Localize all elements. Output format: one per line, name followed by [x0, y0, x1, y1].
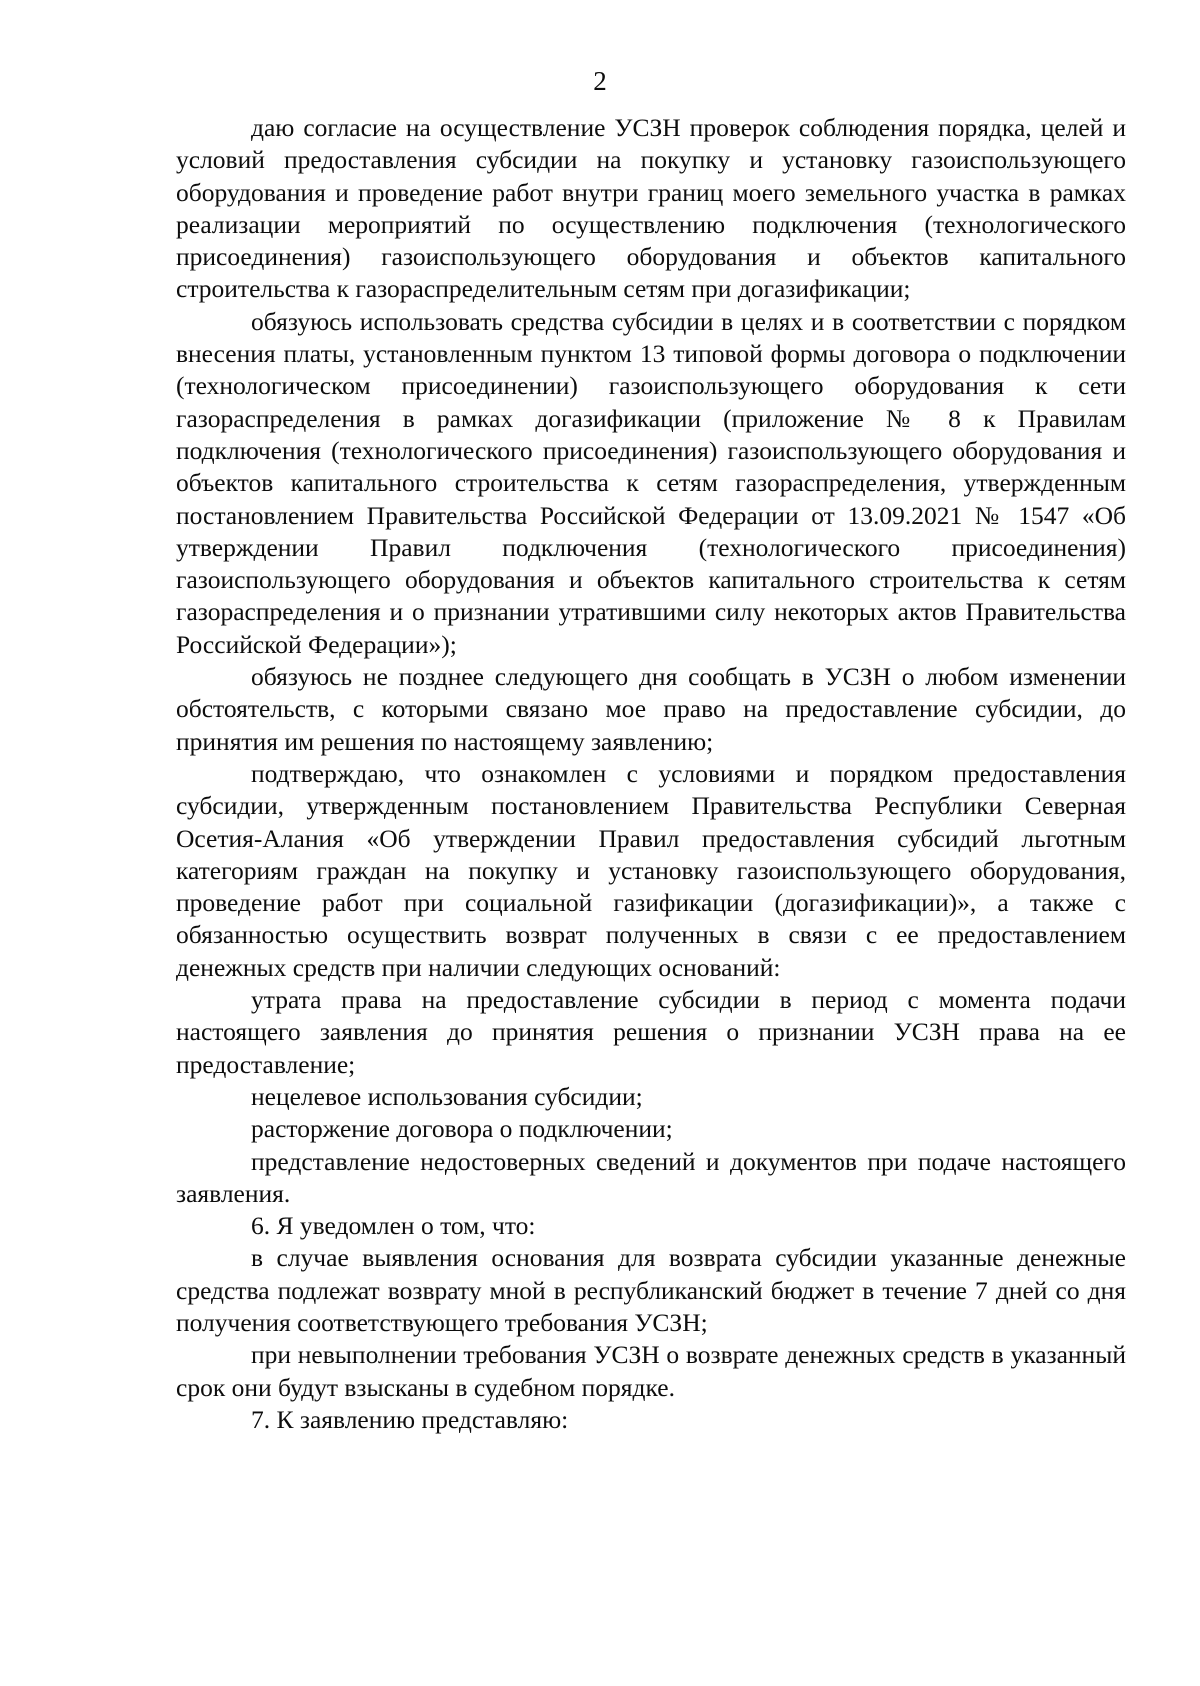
section-7-heading: 7. К заявлению представляю:: [251, 1404, 569, 1434]
paragraph-refund-obligation: в случае выявления основания для возврата субсидии указанные денежные средства подлежат возврату мной в республиканский бюджет в течение 7 дней со дня получения соответствующего требования УСЗН;: [176, 1243, 1126, 1337]
document-body: [176, 112, 1126, 1436]
paragraph-ground-false-info: представление недостоверных сведений и документов при подаче настоящего заявления.: [176, 1146, 1126, 1208]
paragraph-ground-loss-of-right: утрата права на предоставление субсидии в период с момента подачи настоящего заявления до принятия решения о признании УСЗН права на ее предоставление;: [176, 985, 1126, 1079]
paragraph-use-of-funds: обязуюсь использовать средства субсидии в целях и в соответствии с порядком внесения платы, установленным пунктом 13 типовой формы договора о подключении (технологическом присоединении) газоиспользующего оборудования к сети газораспределения в рамках догазификации (приложение № 8 к Правилам подключения (технологического присоединения) газоиспользующего оборудования и объектов капитального строительства к сетям газораспределения, утвержденным постановлением Правительства Российской Федерации от 13.09.2021 № 1547 «Об утверждении Правил подключения (технологического присоединения) газоиспользующего оборудования и объектов капитального строительства к сетям газораспределения и о признании утратившими силу некоторых актов Правительства Российской Федерации»);: [176, 306, 1126, 659]
paragraph-ground-misuse: нецелевое использования субсидии;: [251, 1081, 643, 1111]
paragraph-acknowledgement: подтверждаю, что ознакомлен с условиями и порядком предоставления субсидии, утвержденным постановлением Правительства Республики Северная Осетия-Алания «Об утверждении Правил предоставления субсидий льготным категориям граждан на покупку и установку газоиспользующего оборудования, проведение работ при социальной газификации (догазификации)», а также с обязанностью осуществить возврат полученных в связи с ее предоставлением денежных средств при наличии следующих оснований:: [176, 758, 1126, 982]
paragraph-consent-inspections: даю согласие на осуществление УСЗН проверок соблюдения порядка, целей и условий предоставления субсидии на покупку и установку газоиспользующего оборудования и проведение работ внутри границ моего земельного участка в рамках реализации мероприятий по осуществлению подключения (технологического присоединения) газоиспользующего оборудования и объектов капитального строительства к газораспределительным сетям при догазификации;: [176, 113, 1126, 304]
section-6-heading: 6. Я уведомлен о том, что:: [251, 1211, 536, 1241]
paragraph-judicial-recovery: при невыполнении требования УСЗН о возврате денежных средств в указанный срок они будут взысканы в судебном порядке.: [176, 1340, 1126, 1402]
paragraph-ground-termination: расторжение договора о подключении;: [251, 1114, 673, 1144]
paragraph-notify-changes: обязуюсь не позднее следующего дня сообщать в УСЗН о любом изменении обстоятельств, с которыми связано мое право на предоставление субсидии, до принятия им решения по настоящему заявлению;: [176, 662, 1126, 756]
page-number: 2: [593, 66, 607, 96]
